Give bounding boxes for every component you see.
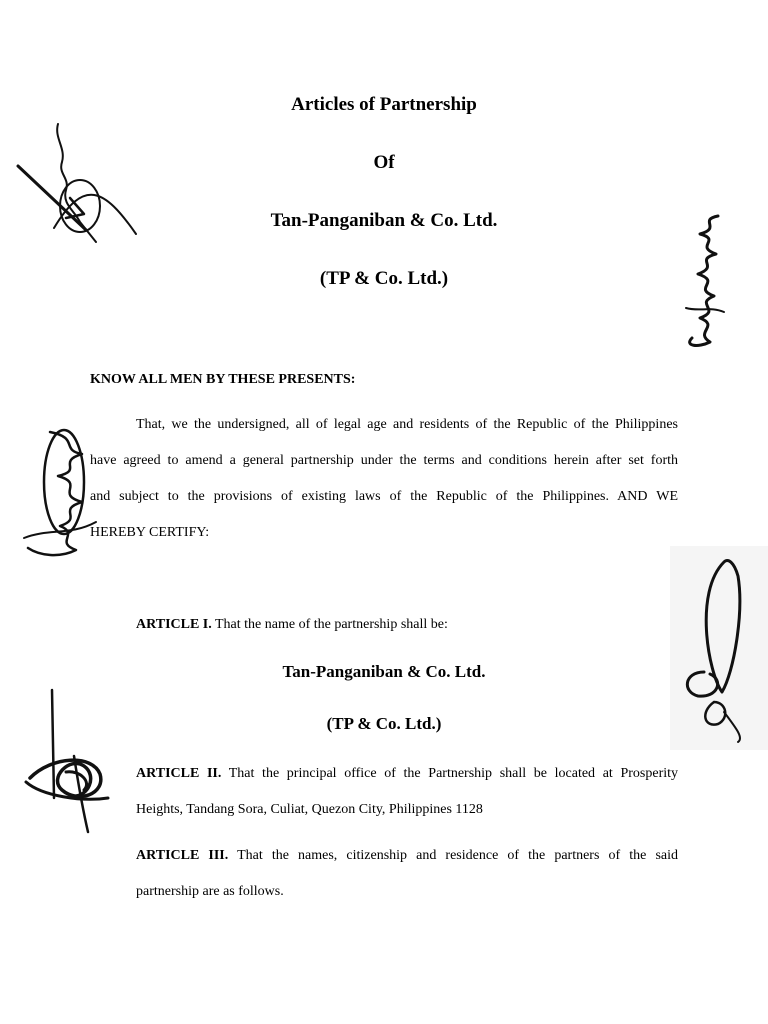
article-text-line: Heights, Tandang Sora, Culiat, Quezon City, Philippines 1128: [136, 802, 483, 817]
preamble-line: have agreed to amend a general partnership under the terms and conditions herein after set forth: [90, 453, 678, 468]
article-label: ARTICLE I.: [136, 617, 212, 632]
partnership-short-name: (TP & Co. Ltd.): [326, 714, 442, 733]
signature-1: [14, 118, 144, 248]
title-company-name: Tan-Panganiban & Co. Ltd.: [270, 210, 498, 231]
article-text: That the names, citizenship and residence of the partners of the said: [237, 848, 679, 863]
partnership-name: Tan-Panganiban & Co. Ltd.: [282, 662, 486, 681]
article-label: ARTICLE III.: [136, 848, 229, 863]
article-3: [136, 848, 678, 864]
preamble-line: HEREBY CERTIFY:: [90, 525, 210, 540]
title-company-short-name: (TP & Co. Ltd.): [319, 268, 449, 289]
article-2: [136, 766, 678, 782]
article-text: That the principal office of the Partnership shall be located at Prosperity: [228, 766, 679, 781]
preamble-line: That, we the undersigned, all of legal age and residents of the Republic of the Philippines: [136, 417, 678, 432]
article-text: That the name of the partnership shall be:: [215, 617, 448, 632]
article-1: [136, 617, 448, 633]
article-label: ARTICLE II.: [136, 766, 222, 781]
document-title: Articles of Partnership: [291, 94, 477, 115]
preamble-line: and subject to the provisions of existing laws of the Republic of the Philippines. AND WE: [90, 489, 678, 504]
signature-3: [20, 418, 110, 566]
preamble-heading: KNOW ALL MEN BY THESE PRESENTS:: [90, 372, 356, 387]
article-text-line: partnership are as follows.: [136, 884, 284, 899]
signature-4: [674, 552, 766, 748]
title-of: Of: [373, 152, 395, 173]
signature-2: [670, 208, 734, 354]
signature-5: [22, 686, 114, 836]
